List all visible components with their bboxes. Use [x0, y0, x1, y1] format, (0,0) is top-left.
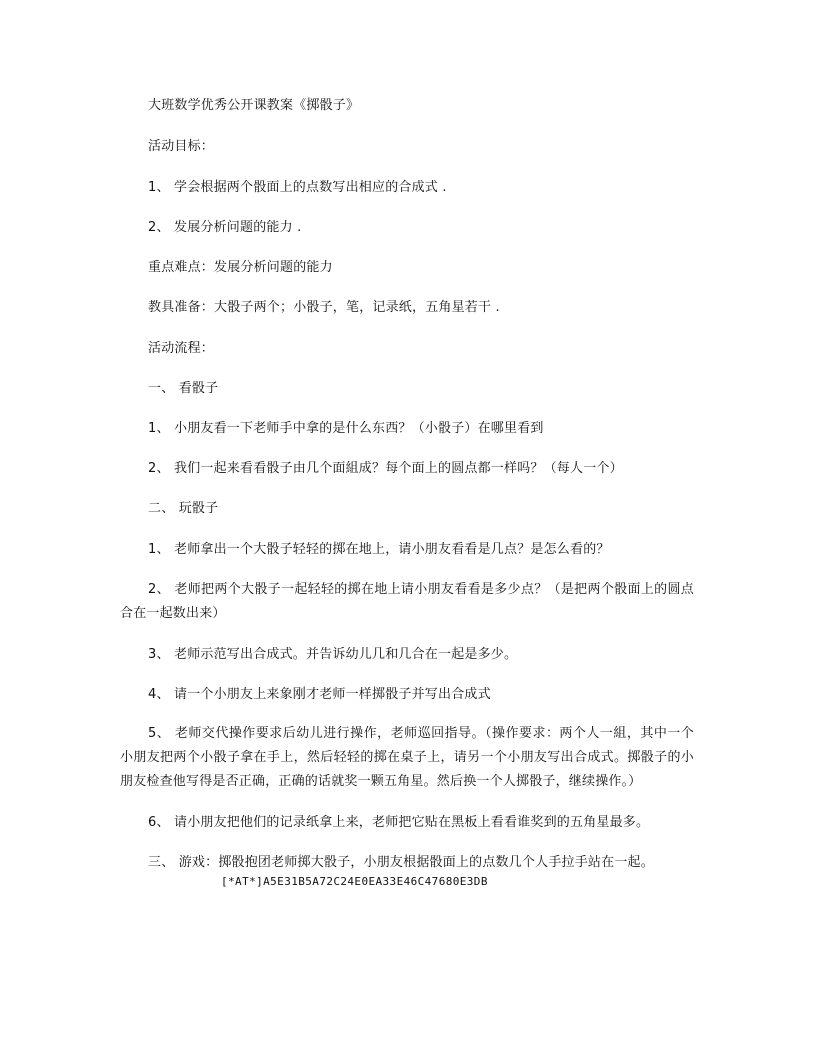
goals-heading: 活动目标： [148, 139, 215, 154]
key-difficulty: 重点难点：发展分析问题的能力 [148, 260, 333, 275]
goal-item-1: 1、 学会根据两个骰面上的点数写出相应的合成式 . [148, 180, 447, 195]
process-heading: 活动流程： [148, 341, 215, 356]
section-2-item-6: 6、 请小朋友把他们的记录纸拿上来，老师把它贴在黑板上看看谁奖到的五角星最多。 [148, 815, 650, 830]
section-2-item-2: 2、 老师把两个大骰子一起轻轻的掷在地上请小朋友看看是多少点？（是把两个骰面上的圆点合在一起数出来） [120, 582, 694, 621]
section-2-item-1: 1、 老师拿出一个大骰子轻轻的掷在地上，请小朋友看看是几点？是怎么看的？ [148, 542, 610, 557]
section-2-item-3: 3、 老师示范写出合成式。并告诉幼儿几和几合在一起是多少。 [148, 647, 518, 662]
section-heading-1: 一、 看骰子 [148, 381, 219, 396]
materials: 教具准备：大骰子两个；小骰子，笔，记录纸，五角星若干 . [148, 300, 500, 315]
section-heading-2: 二、 玩骰子 [148, 501, 219, 516]
section-2-item-5: 5、 老师交代操作要求后幼儿进行操作，老师巡回指导。（操作要求：两个人一組，其中一个小朋友把两个小骰子拿在手上，然后轻轻的掷在桌子上，请另一个小朋友写出合成式。掷骰子的小朋友检查他写得是否正确，正确的话就奖一颗五角星。然后换一个人掷骰子，继续操作。） [120, 726, 694, 789]
section-1-item-2: 2、 我们一起来看看骰子由几个面組成？每个面上的圆点都一样吗？（每人一个） [148, 461, 623, 476]
section-2-item-4: 4、 请一个小朋友上来象刚才老师一样掷骰子并写出合成式 [148, 687, 491, 702]
document-title: 大班数学优秀公开课教案《掷骰子》 [148, 98, 360, 113]
goal-item-2: 2、 发展分析问题的能力 . [148, 220, 302, 235]
section-1-item-1: 1、 小朋友看一下老师手中拿的是什么东西？（小骰子）在哪里看到 [148, 421, 544, 436]
footer-code: [*AT*]A5E31B5A72C24E0EA33E46C47680E3DB [221, 875, 488, 888]
section-heading-3: 三、 游戏：掷骰抱团老师掷大骰子，小朋友根据骰面上的点数几个人手拉手站在一起。 [148, 855, 654, 870]
